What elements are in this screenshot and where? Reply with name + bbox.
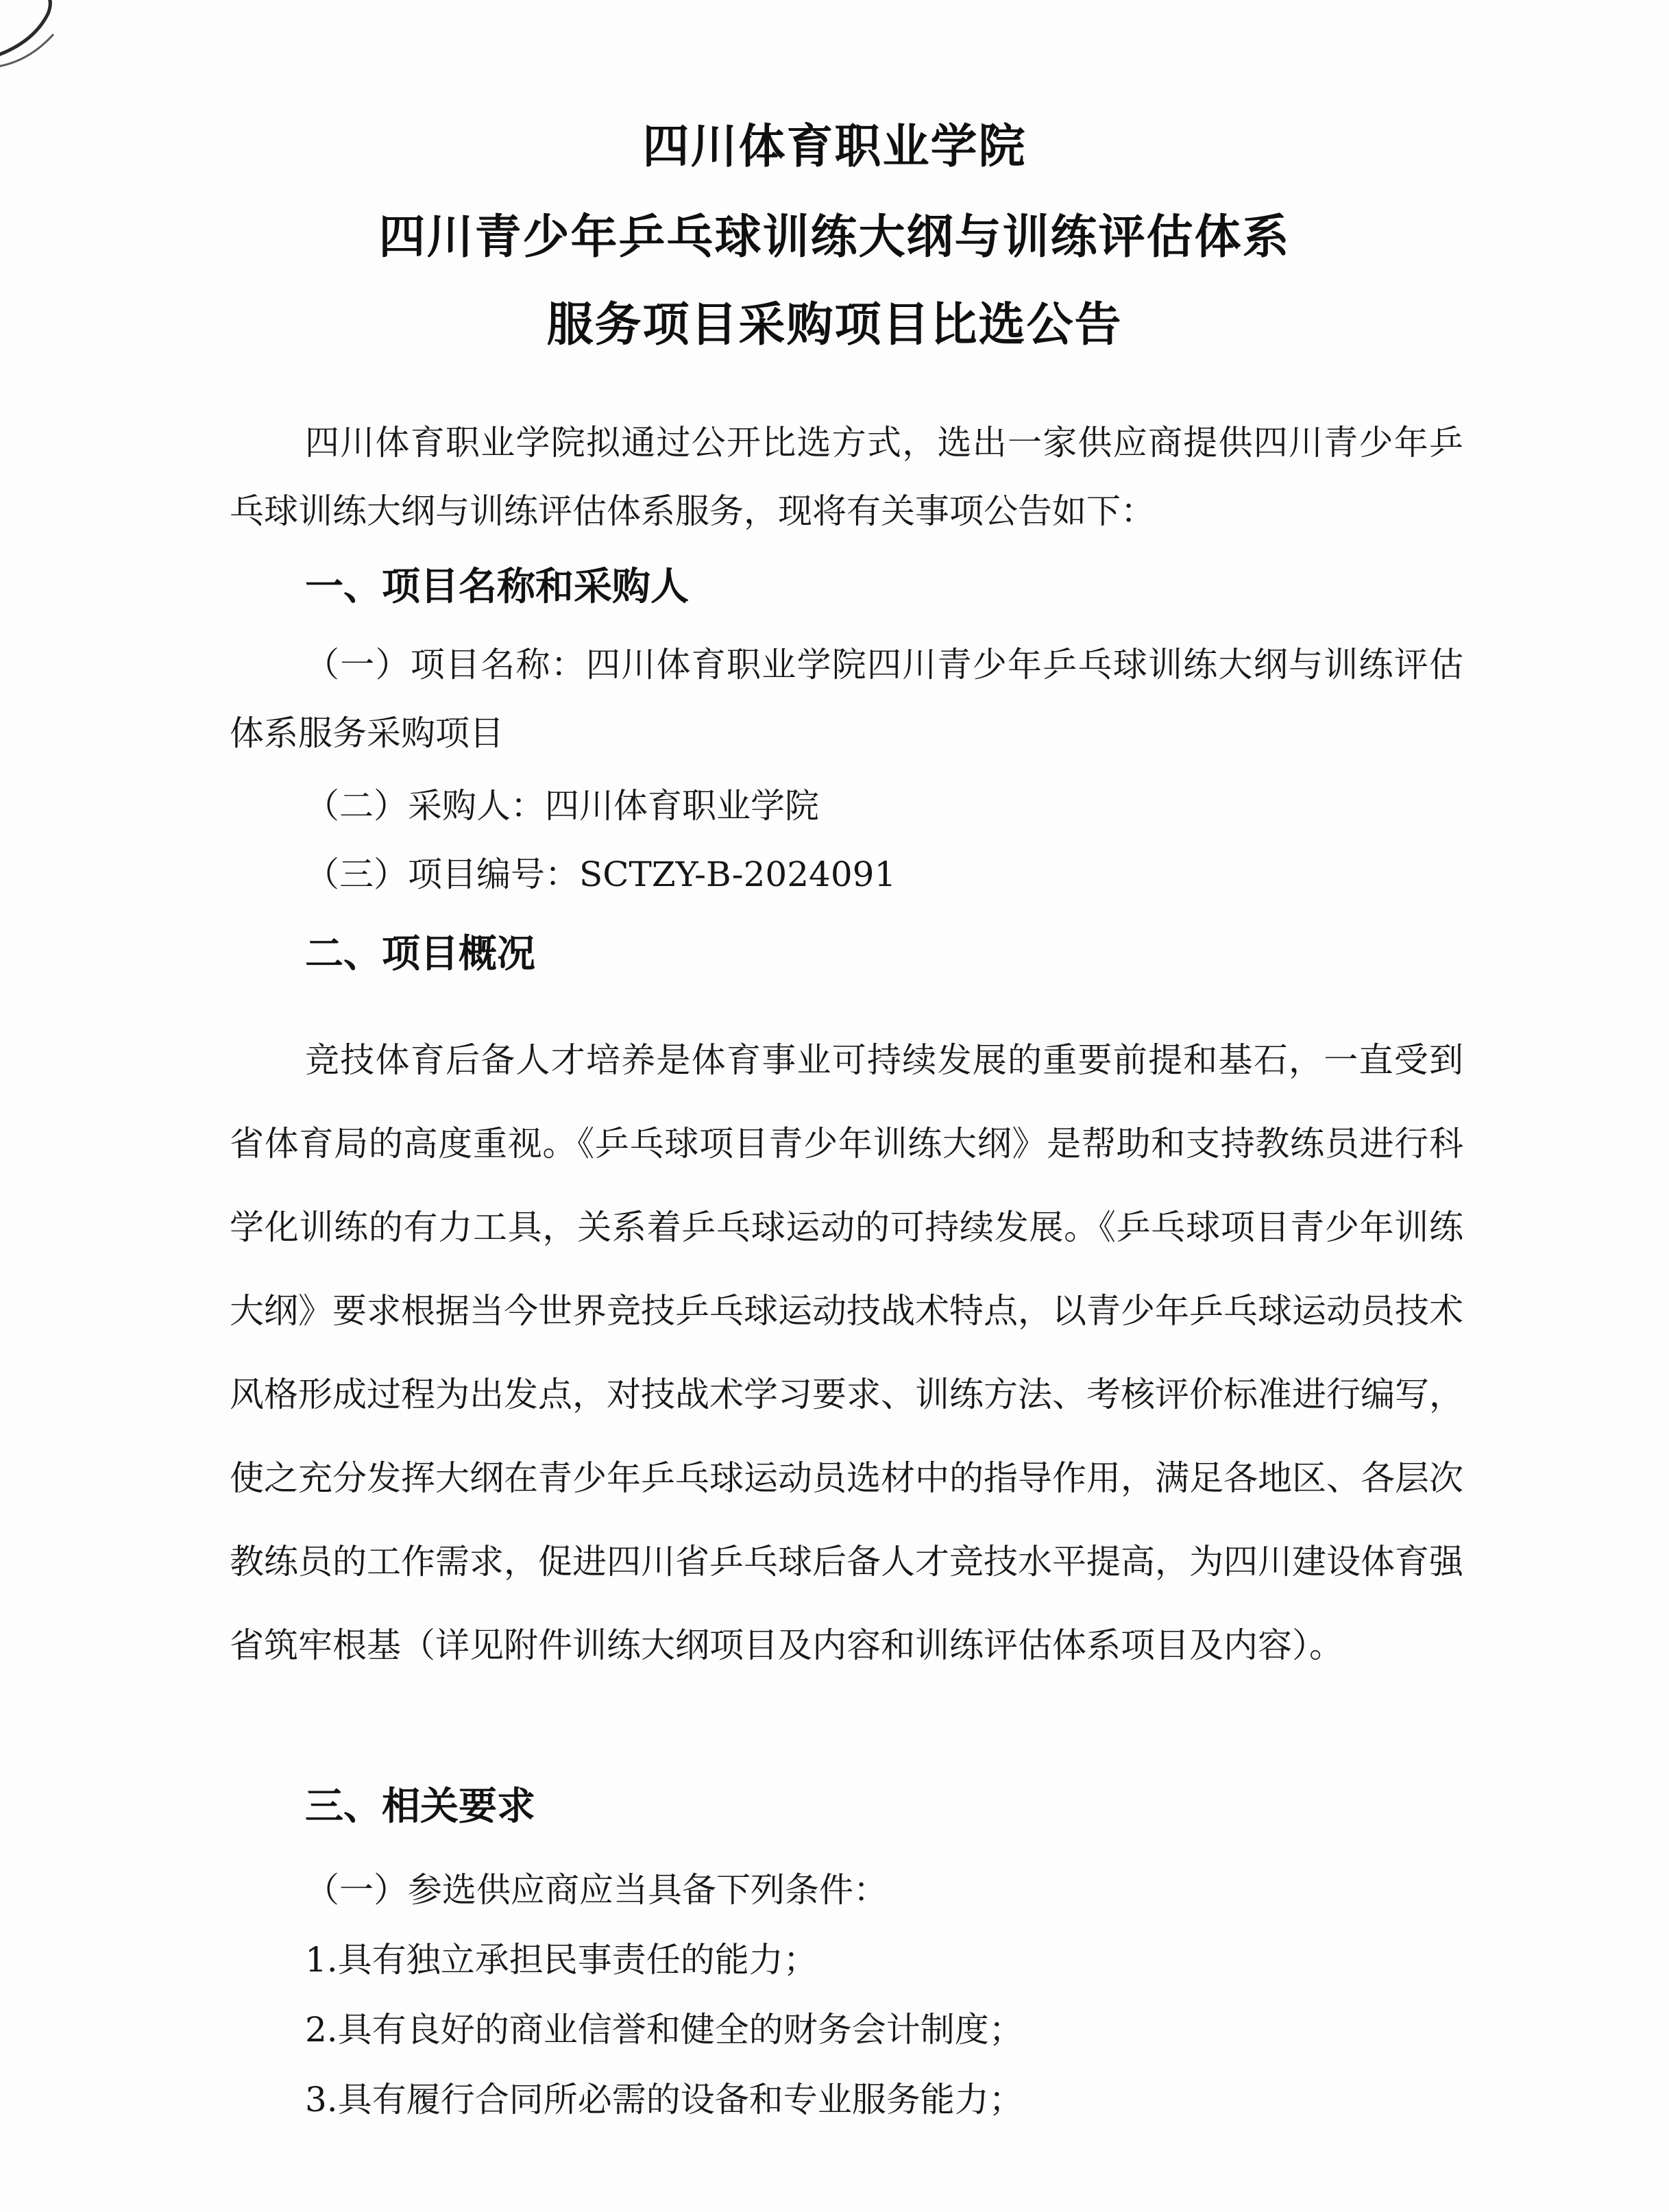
overview-paragraph: 竞技体育后备人才培养是体育事业可持续发展的重要前提和基石，一直受到省体育局的高度重视。《乒乓球项目青少年训练大纲》是帮助和支持教练员进行科学化训练的有力工具，关系着乒乓球运动的可持续发展。《乒乓球项目青少年训练大纲》要求根据当今世界竞技乒乓球运动技战术特点，以青少年乒乓球运动员技术风格形成过程为出发点，对技战术学习要求、训练方法、考核评价标准进行编写，使之充分发挥大纲在青少年乒乓球运动员选材中的指导作用，满足各地区、各层次教练员的工作需求，促进四川省乒乓球后备人才竞技水平提高，为四川建设体育强省筑牢根基（详见附件训练大纲项目及内容和训练评估体系项目及内容）。	[230, 1040, 1463, 1665]
project-name-item: （一）项目名称：四川体育职业学院四川青少年乒乓球训练大纲与训练评估体系服务采购项目	[230, 645, 1463, 753]
section-heading-3: 三、相关要求	[305, 1784, 535, 1829]
condition-1: 1.具有独立承担民事责任的能力；	[305, 1940, 818, 1980]
condition-3: 3.具有履行合同所必需的设备和专业服务能力；	[305, 2080, 1023, 2119]
scan-clip-mark	[0, 0, 75, 82]
project-number-item: （三）项目编号：SCTZY-B-2024091	[305, 855, 897, 894]
section-heading-2: 二、项目概况	[305, 932, 535, 976]
title-project: 四川青少年乒乓球训练大纲与训练评估体系	[378, 210, 1291, 265]
purchaser-item: （二）采购人：四川体育职业学院	[305, 786, 819, 826]
section-heading-1: 一、项目名称和采购人	[305, 565, 689, 609]
intro-paragraph: 四川体育职业学院拟通过公开比选方式，选出一家供应商提供四川青少年乒乓球训练大纲与训练评估体系服务，现将有关事项公告如下：	[230, 423, 1463, 531]
title-school: 四川体育职业学院	[642, 120, 1027, 174]
condition-2: 2.具有良好的商业信誉和健全的财务会计制度；	[305, 2010, 1023, 2050]
title-announcement: 服务项目采购项目比选公告	[546, 298, 1123, 352]
requirements-item: （一）参选供应商应当具备下列条件：	[305, 1870, 888, 1910]
